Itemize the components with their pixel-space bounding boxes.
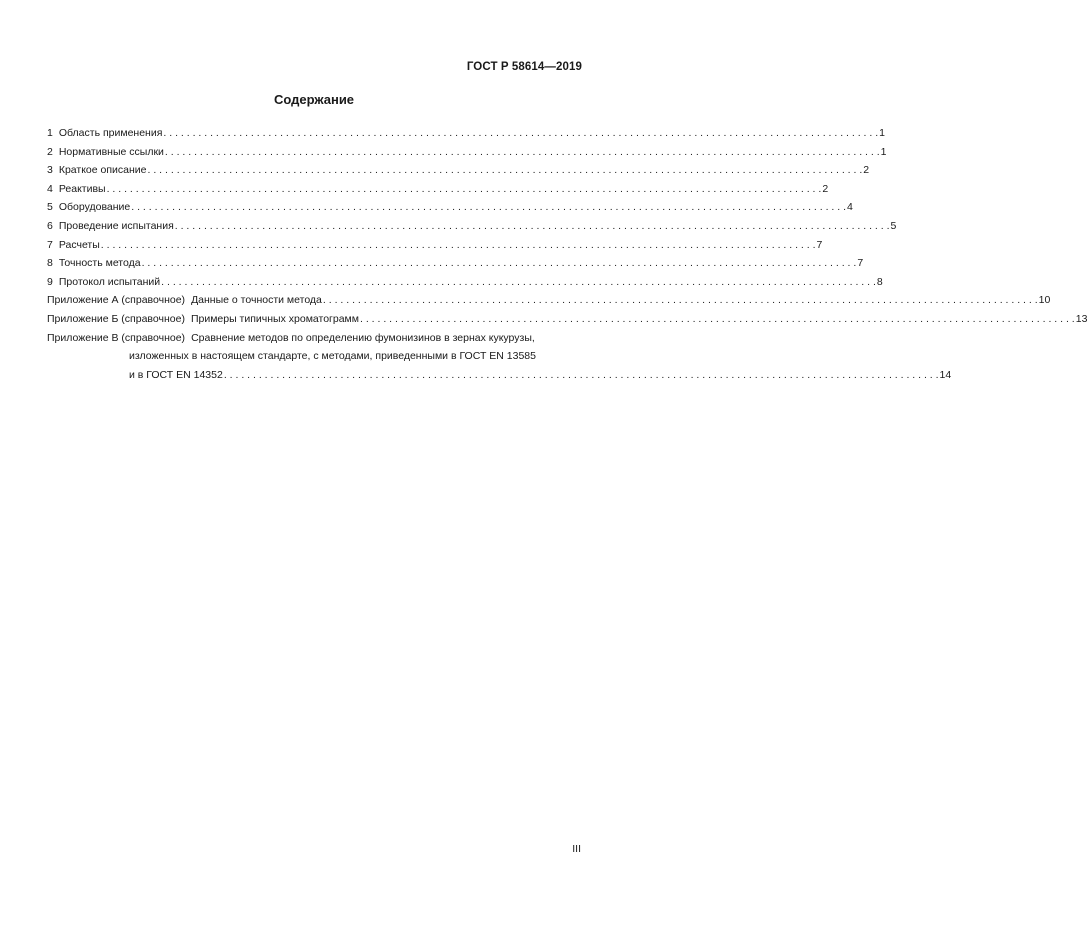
toc-entry[interactable] <box>47 254 864 273</box>
appendix-label-line-1: Сравнение методов по определению фумонизинов в зернах кукурузы, <box>191 331 535 344</box>
toc-entry-number: 3 <box>47 164 53 177</box>
toc-entry[interactable] <box>47 236 823 255</box>
appendix-label: Данные о точности метода <box>191 294 322 307</box>
appendix-line-3 <box>129 366 951 385</box>
toc-leader-dots <box>175 217 890 236</box>
table-of-contents <box>47 124 1087 384</box>
toc-leader-dots <box>148 161 863 180</box>
toc-entry[interactable] <box>47 161 870 180</box>
toc-leader-dots <box>142 254 857 273</box>
toc-entry-page: 1 <box>879 127 885 139</box>
toc-entry-number: 4 <box>47 182 53 195</box>
toc-entry-page: 7 <box>816 238 823 251</box>
toc-leader-dots <box>323 291 1038 310</box>
toc-entry-page: 7 <box>857 257 864 270</box>
toc-leader-dots <box>165 143 880 162</box>
toc-entry-label: Реактивы <box>58 182 106 195</box>
toc-entry-label: Точность метода <box>58 257 141 270</box>
toc-appendix-entry[interactable] <box>47 291 1051 310</box>
appendix-page: 14 <box>939 368 952 381</box>
appendix-label: Примеры типичных хроматограмм <box>190 312 359 325</box>
toc-entry-label: Краткое описание <box>58 164 147 177</box>
toc-entry-label: Оборудование <box>58 201 131 214</box>
appendix-page: 10 <box>1038 294 1051 307</box>
toc-leader-dots <box>131 198 846 217</box>
toc-appendix-entry[interactable] <box>47 310 1087 329</box>
toc-title: Содержание <box>273 92 355 107</box>
toc-leader-dots <box>224 366 939 385</box>
toc-entry-page: 2 <box>822 182 829 195</box>
appendix-prefix: Приложение А (справочное) <box>47 294 186 307</box>
toc-entry-number: 6 <box>47 219 53 232</box>
toc-entry[interactable] <box>47 198 853 217</box>
toc-entry-page: 2 <box>863 164 870 177</box>
toc-entry[interactable] <box>47 217 897 236</box>
toc-entry-number: 5 <box>47 201 53 214</box>
appendix-prefix: Приложение В (справочное) <box>47 331 186 344</box>
toc-entry-page: 5 <box>890 219 897 232</box>
toc-entry[interactable] <box>47 180 829 199</box>
toc-entry-label: Область применения <box>58 127 163 139</box>
toc-entry[interactable] <box>47 143 887 162</box>
toc-leader-dots <box>161 273 876 292</box>
page-number: III <box>572 843 581 855</box>
toc-leader-dots <box>360 310 1075 329</box>
toc-entry-label: Расчеты <box>58 238 100 251</box>
toc-entry-number: 1 <box>47 127 53 139</box>
toc-entry-number: 9 <box>47 275 53 288</box>
toc-entry[interactable] <box>47 124 885 143</box>
toc-entry-number: 7 <box>47 238 53 251</box>
toc-leader-dots <box>101 236 816 255</box>
toc-entry-number: 8 <box>47 257 53 270</box>
toc-entry-label: Нормативные ссылки <box>58 145 164 158</box>
toc-entry-label: Протокол испытаний <box>58 275 161 288</box>
appendix-body <box>47 329 951 385</box>
toc-entry[interactable] <box>47 273 883 292</box>
toc-entry-number: 2 <box>47 145 53 158</box>
toc-entry-page: 1 <box>880 145 887 158</box>
toc-leader-dots <box>163 124 878 143</box>
appendix-line-2 <box>129 347 951 366</box>
document-code: ГОСТ Р 58614—2019 <box>466 61 582 73</box>
appendix-label-line-3: и в ГОСТ EN 14352 <box>129 368 223 381</box>
appendix-prefix: Приложение Б (справочное) <box>47 312 185 325</box>
toc-entry-page: 8 <box>876 275 883 288</box>
toc-entry-label: Проведение испытания <box>58 219 174 232</box>
toc-appendix-entry-multiline[interactable] <box>47 329 952 385</box>
toc-entry-page: 4 <box>847 201 853 214</box>
appendix-label-line-2: изложенных в настоящем стандарте, с методами, приведенными в ГОСТ EN 13585 <box>129 350 536 363</box>
appendix-page: 13 <box>1075 312 1087 325</box>
appendix-line-1 <box>47 329 951 348</box>
toc-leader-dots <box>107 180 822 199</box>
